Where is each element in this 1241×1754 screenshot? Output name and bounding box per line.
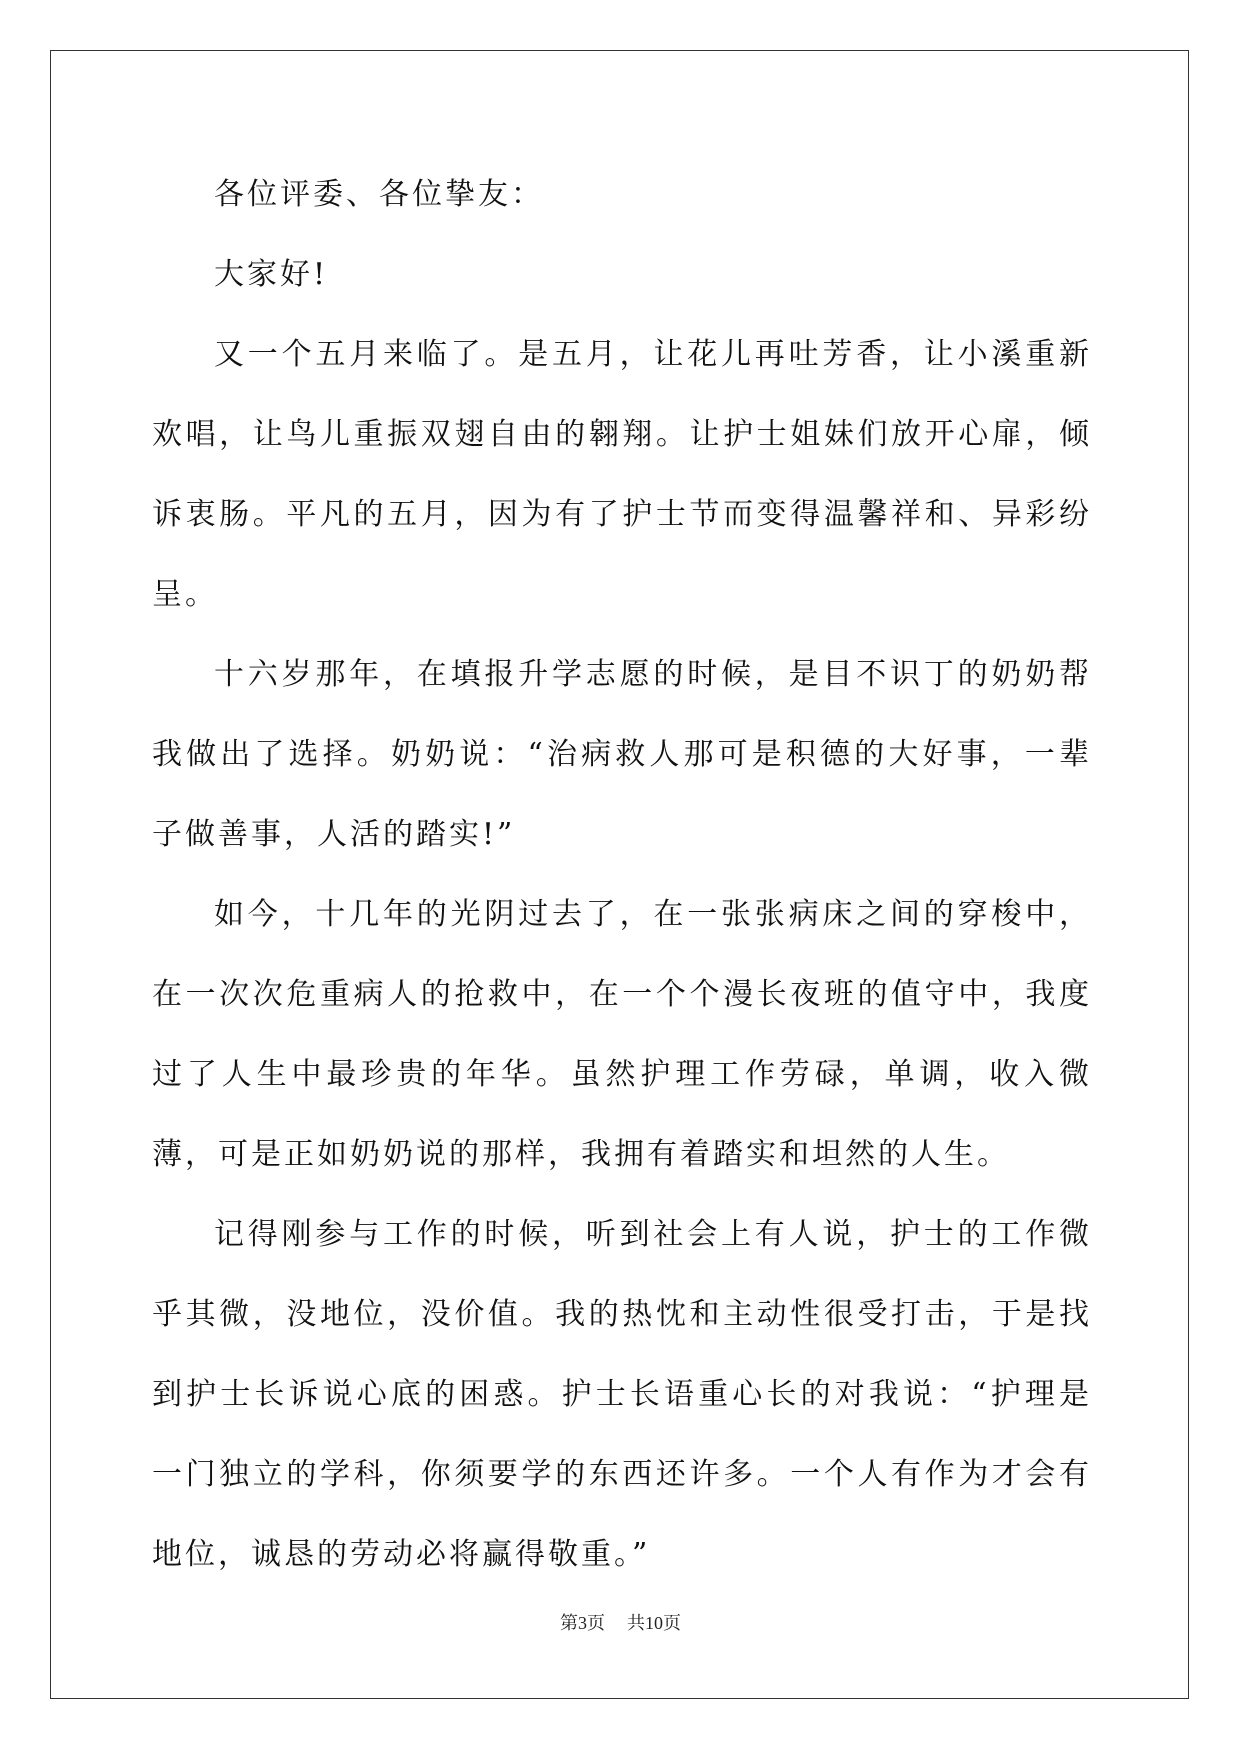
body-paragraph: 十六岁那年，在填报升学志愿的时候，是目不识丁的奶奶帮我做出了选择。奶奶说：“治病救人那可是积德的大好事，一辈子做善事，人活的踏实!”: [152, 657, 1092, 852]
body-paragraph: 记得刚参与工作的时候，听到社会上有人说，护士的工作微乎其微，没地位，没价值。我的热忱和主动性很受打击，于是找到护士长诉说心底的困惑。护士长语重心长的对我说：“护理是一门独立的学科，你须要学的东西还许多。一个人有作为才会有地位，诚恳的劳动必将赢得敬重。”: [152, 1217, 1092, 1572]
document-body: [152, 155, 1092, 1595]
total-pages: 共10页: [627, 1613, 681, 1633]
body-paragraph: 又一个五月来临了。是五月，让花儿再吐芳香，让小溪重新欢唱，让鸟儿重振双翅自由的翱翔。让护士姐妹们放开心扉，倾诉衷肠。平凡的五月，因为有了护士节而变得温馨祥和、异彩纷呈。: [152, 337, 1092, 612]
page-number: 第3页: [560, 1613, 605, 1633]
body-paragraph: 如今，十几年的光阴过去了，在一张张病床之间的穿梭中，在一次次危重病人的抢救中，在一个个漫长夜班的值守中，我度过了人生中最珍贵的年华。虽然护理工作劳碌，单调，收入微薄，可是正如奶奶说的那样，我拥有着踏实和坦然的人生。: [152, 897, 1092, 1172]
greeting-paragraph: 大家好!: [214, 257, 329, 292]
page-footer: [0, 1609, 1241, 1635]
salutation-paragraph: 各位评委、各位挚友：: [214, 177, 544, 212]
